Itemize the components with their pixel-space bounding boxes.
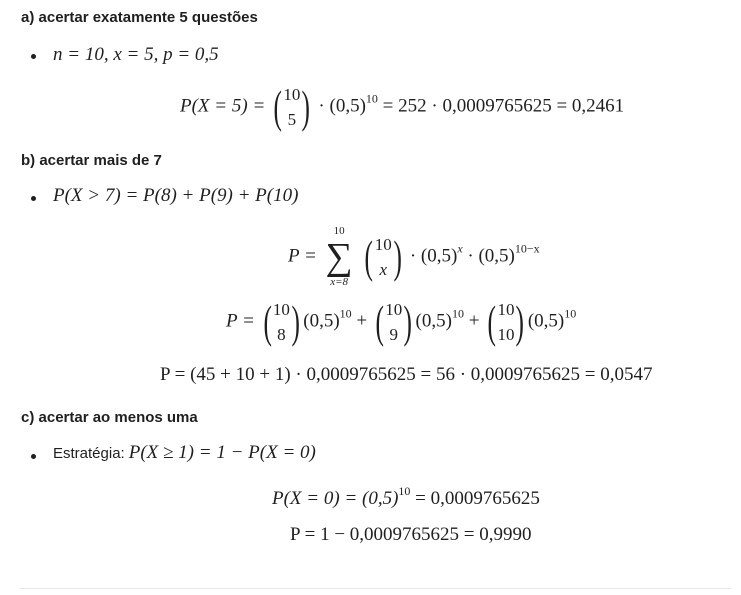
strategy-label: Estratégia: xyxy=(53,445,125,462)
complement-equation: P(X ≥ 1) = 1 − P(X = 0) xyxy=(128,442,316,463)
parameters-equation: n = 10, x = 5, p = 0,5 xyxy=(53,44,219,65)
bullet-dot xyxy=(31,454,36,459)
binomial-equation-a: P(X = 5) = ( 10 5 ) · $(0,5)^{10} = 252 \cdot 0,0009765625 = 0,2461$ xyxy=(180,81,625,132)
equation-lhs: P(X = 5) = xyxy=(180,95,266,117)
divider xyxy=(20,588,731,589)
heading-part-a: a) acertar exatamente 5 questões xyxy=(21,9,258,26)
zero-probability-equation: $P(X = 0) = (0,5)^{10} = 0,0009765625$ xyxy=(272,484,540,509)
equation-result: = 252 · 0,0009765625 = 0,2461 xyxy=(382,95,625,117)
heading-part-c: c) acertar ao menos uma xyxy=(21,409,198,426)
binomial-coefficient: ( 10 8 ) xyxy=(263,296,300,347)
result-equation-c: P = 1 − 0,0009765625 = 0,9990 xyxy=(290,524,532,545)
bullet-dot xyxy=(31,196,36,201)
probability-sum-equation: P(X > 7) = P(8) + P(9) + P(10) xyxy=(53,185,299,206)
strategy-line xyxy=(53,442,316,464)
heading-part-b: b) acertar mais de 7 xyxy=(21,152,162,169)
expanded-sum-equation: P = ( 10 8 ) $(0,5)^{10}$ + ( 10 9 ) $(0,5)^{10}$ + ( 10 10 ) $(0,5)^{10}$ xyxy=(226,296,577,347)
bullet-dot xyxy=(31,54,36,59)
summation-symbol: 10 ∑ x=8 xyxy=(325,225,353,288)
binomial-coefficient: ( 10 10 ) xyxy=(487,296,525,347)
binomial-coefficient: ( 10 9 ) xyxy=(375,296,413,347)
binomial-coefficient: ( 10 5 ) xyxy=(273,81,311,132)
binomial-coefficient: ( 10 x ) xyxy=(364,231,402,282)
result-equation-b: P = (45 + 10 + 1) · 0,0009765625 = 56 · 0,0009765625 = 0,0547 xyxy=(160,364,653,385)
summation-equation: P = 10 ∑ x=8 ( 10 x ) · $(0,5)^x \cdot (0,5)^{10-x}$ xyxy=(288,225,540,288)
